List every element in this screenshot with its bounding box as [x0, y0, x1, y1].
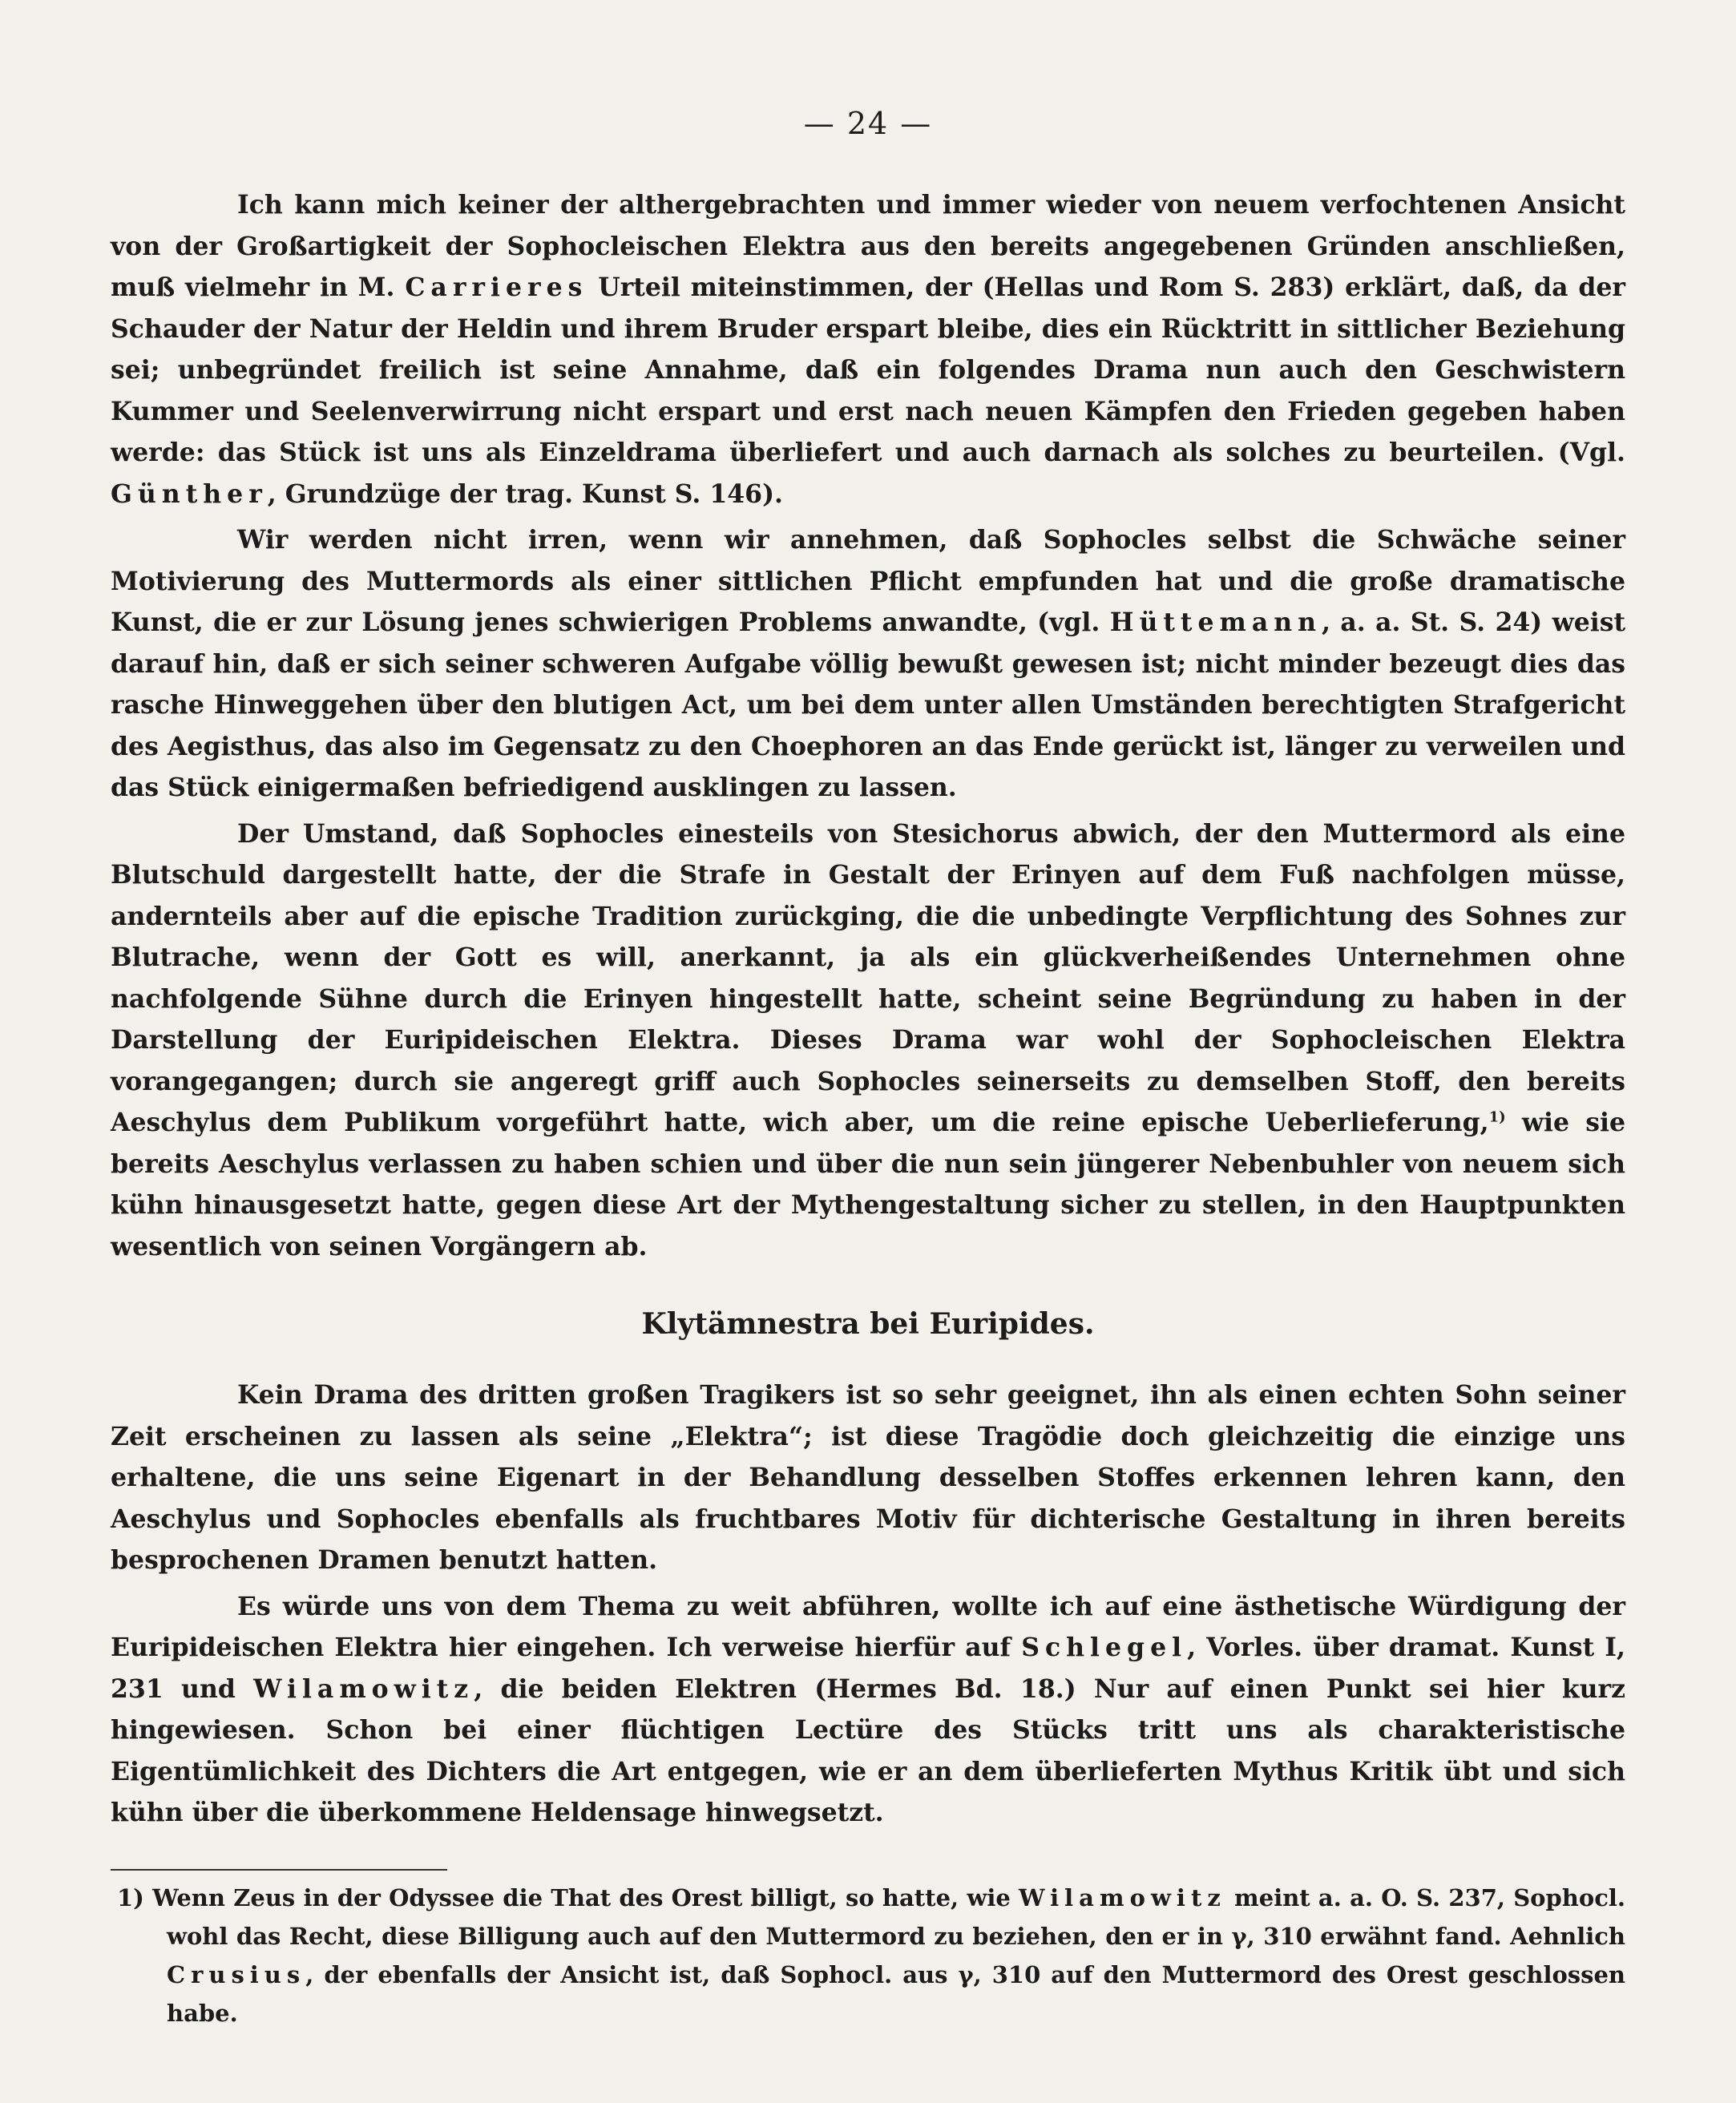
footnote-divider [111, 1869, 447, 1871]
footnote-text-b: meint a. a. O. S. 237, Sophocl. wohl das Recht, diese Billigung auch auf den Muttermord zu beziehen, den er in γ, 310 erwähnt fand. Aehnlich [167, 1883, 1625, 1950]
author-name-huettemann: Hüttemann [1109, 607, 1322, 637]
footnote-reference[interactable]: 1) [1488, 1108, 1506, 1126]
footnote-author-crusius: Crusius [167, 1960, 306, 1988]
author-name-guenther: Günther [111, 478, 268, 509]
paragraph-5 [111, 1586, 1625, 1834]
paragraph-1-text-a: Ich kann mich keiner der althergebrachten und immer wieder von neuem verfochtenen Ansicht von der Großartigkeit der Sophocleischen Elektra aus den bereits angegebenen Gründen anschließen, muß vielmehr in M. [111, 190, 1625, 302]
paragraph-2-text-a: Wir werden nicht irren, wenn wir annehmen, daß Sophocles selbst die Schwäche seiner Motivierung des Muttermords als einer sittlichen Pflicht empfunden hat und die große dramatische Kunst, die er zur Lösung jenes schwierigen Problems anwandte, (vgl. [111, 525, 1625, 637]
footnote-author-wilamowitz: Wilamowitz [1019, 1883, 1226, 1911]
footnote-text-c: , der ebenfalls der Ansicht ist, daß Sophocl. aus γ, 310 auf den Muttermord des Orest geschlossen habe. [167, 1960, 1625, 2027]
paragraph-2 [111, 519, 1625, 809]
paragraph-1-text-c: , Grundzüge der trag. Kunst S. 146). [267, 478, 783, 509]
footnote-text-a: Wenn Zeus in der Odyssee die That des Orest billigt, so hatte, wie [152, 1883, 1019, 1911]
footnote [111, 1879, 1625, 2032]
author-name-wilamowitz: Wilamowitz [253, 1673, 474, 1704]
paragraph-5-text-b: , Vorles. über dramat. Kunst I, 231 und [111, 1633, 1625, 1704]
paragraph-3-text-a: Der Umstand, daß Sophocles einesteils von Stesichorus abwich, der den Muttermord als eine Blutschuld dargestellt hatte, der die Strafe in Gestalt der Erinyen auf dem Fuß nachfolgen müsse, andernteils aber auf die epische Tradition zurückging, die die unbedingte Verpflichtung des Sohnes zur Blutrache, wenn der Gott es will, anerkannt, ja als ein glückverheißendes Unternehmen ohne nachfolgende Sühne durch die Erinyen hingestellt hatte, scheint seine Begründung zu haben in der Darstellung der Euripideischen Elektra. Dieses Drama war wohl der Sophocleischen Elektra vorangegangen; durch sie angeregt griff auch Sophocles seinerseits zu demselben Stoff, den bereits Aeschylus dem Publikum vorgeführt hatte, wich aber, um die reine epische Ueberlieferung, [111, 818, 1625, 1137]
paragraph-1-text-b: Urteil miteinstimmen, der (Hellas und Rom S. 283) erklärt, daß, da der Schauder der Natur der Heldin und ihrem Bruder erspart bleibe, dies ein Rücktritt in sittlicher Beziehung sei; unbegründet freilich ist seine Annahme, daß ein folgendes Drama nun auch den Geschwistern Kummer und Seelenverwirrung nicht erspart und erst nach neuen Kämpfen den Frieden gegeben haben werde: das Stück ist uns als Einzeldrama überliefert und auch darnach als solches zu beurteilen. (Vgl. [111, 272, 1625, 467]
paragraph-5-text-a: Es würde uns von dem Thema zu weit abführen, wollte ich auf eine ästhetische Würdigung der Euripideischen Elektra hier eingehen. Ich verweise hierfür auf [111, 1591, 1625, 1662]
paragraph-4-text-a: Kein Drama des dritten großen Tragikers ist so sehr geeignet, ihn als einen echten Sohn seiner Zeit erscheinen zu lassen als seine „Elektra“; ist diese Tragödie doch gleichzeitig die einzige uns erhaltene, die uns seine Eigenart in der Behandlung desselben Stoffes erkennen lehren kann, den Aeschylus und Sophocles ebenfalls als fruchtbares Motiv für dichterische Gestaltung in ihren bereits besprochenen Dramen benutzt hatten. [111, 1380, 1625, 1575]
paragraph-2-text-b: , a. a. St. S. 24) weist darauf hin, daß er sich seiner schweren Aufgabe völlig bewußt gewesen ist; nicht minder bezeugt dies das rasche Hinweggehen über den blutigen Act, um bei dem unter allen Umständen berechtigten Strafgericht des Aegisthus, das also im Gegensatz zu den Choephoren an das Ende gerückt ist, länger zu verweilen und das Stück einigermaßen befriedigend ausklingen zu lassen. [111, 607, 1625, 802]
paragraph-5-text-c: , die beiden Elektren (Hermes Bd. 18.) Nur auf einen Punkt sei hier kurz hingewiesen. Schon bei einer flüchtigen Lectüre des Stücks tritt uns als charakteristische Eigentümlichkeit des Dichters die Art entgegen, wie er an dem überlieferten Mythus Kritik übt und sich kühn über die überkommene Heldensage hinwegsetzt. [111, 1673, 1625, 1827]
paragraph-3-text-b: wie sie bereits Aeschylus verlassen zu haben schien und über die nun sein jüngerer Nebenbuhler von neuem sich kühn hinausgesetzt hatte, gegen diese Art der Mythengestaltung sicher zu stellen, in den Hauptpunkten wesentlich von seinen Vorgängern ab. [111, 1108, 1625, 1261]
page-number: — 24 — [803, 106, 933, 141]
document-page [111, 96, 1625, 2076]
author-name-schlegel: Schlegel [1021, 1633, 1188, 1662]
author-name-carriere: Carrieres [405, 272, 588, 302]
footnote-marker: 1) [117, 1883, 144, 1911]
paragraph-3 [111, 813, 1625, 1268]
section-heading: Klytämnestra bei Euripides. [641, 1307, 1095, 1341]
paragraph-1 [111, 184, 1625, 515]
body-text [111, 184, 1625, 2032]
paragraph-4 [111, 1374, 1625, 1581]
